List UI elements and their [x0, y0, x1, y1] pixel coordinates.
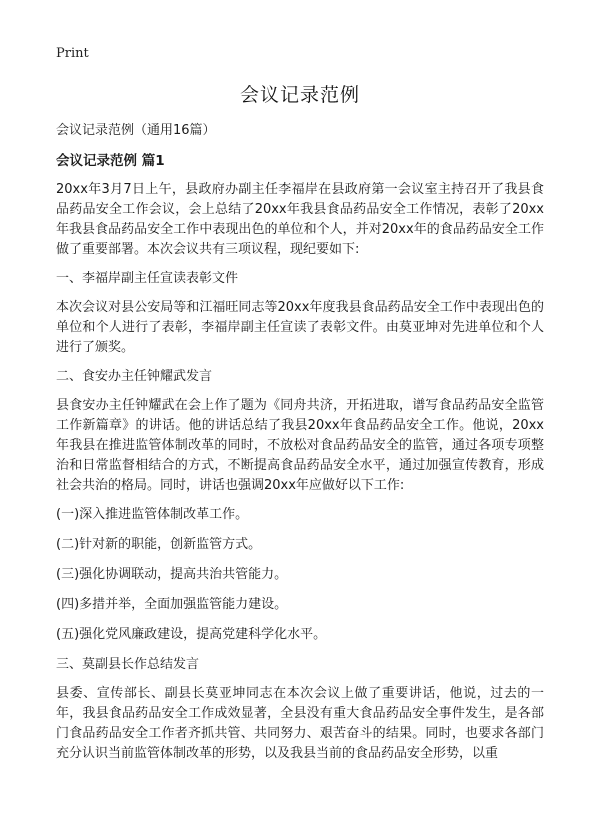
- list-item: (三)强化协调联动，提高共治共管能力。: [56, 567, 288, 582]
- agenda-paragraph-2: 县食安办主任钟耀武在会上作了题为《同舟共济，开拓进取，谱写食品药品安全监管工作新篇章》的讲话。他的讲话总结了我县20xx年食品药品安全工作。他说，20xx年我县在推进监管体制改革的同时，不放松对食品药品安全的监管，通过各项专项整治和日常监督相结合的方式，不断提高食品药品安全水平，通过加强宣传教育，形成社会共治的格局。同时，讲话也强调20xx年应做好以下工作:: [56, 398, 544, 493]
- agenda-paragraph-1: 本次会议对县公安局等和江福旺同志等20xx年度我县食品药品安全工作中表现出色的单位和个人进行了表彰，李福岸副主任宣读了表彰文件。由莫亚坤对先进单位和个人进行了颁奖。: [56, 300, 544, 355]
- document-subtitle: 会议记录范例（通用16篇）: [56, 123, 216, 138]
- intro-paragraph: 20xx年3月7日上午，县政府办副主任李福岸在县政府第一会议室主持召开了我县食品药品安全工作会议，会上总结了20xx年我县食品药品安全工作情况，表彰了20xx年我县食品药品安全工作中表现出色的单位和个人，并对20xx年的食品药品安全工作做了重要部署。本次会议共有三项议程，现纪要如下:: [56, 182, 544, 257]
- page-title: 会议记录范例: [239, 84, 360, 106]
- list-item: (二)针对新的职能，创新监管方式。: [56, 537, 262, 552]
- agenda-paragraph-3: 县委、宣传部长、副县长莫亚坤同志在本次会议上做了重要讲话，他说，过去的一年，我县食品药品安全工作成效显著，全县没有重大食品药品安全事件发生，是各部门食品药品安全工作者齐抓共管、共同努力、艰苦奋斗的结果。同时，也要求各部门充分认识当前监管体制改革的形势，以及我县当前的食品药品安全形势，以重: [56, 686, 544, 761]
- list-item: (四)多措并举，全面加强监管能力建设。: [56, 597, 288, 612]
- agenda-heading-3: 三、莫副县长作总结发言: [56, 657, 200, 672]
- agenda-heading-2: 二、食安办主任钟耀武发言: [56, 369, 213, 384]
- list-item: (五)强化党风廉政建设，提高党建科学化水平。: [56, 627, 327, 642]
- print-link[interactable]: Print: [56, 46, 89, 61]
- document-body: [56, 121, 544, 773]
- list-item: (一)深入推进监管体制改革工作。: [56, 507, 249, 522]
- section-title: 会议记录范例 篇1: [56, 153, 165, 169]
- agenda-heading-1: 一、李福岸副主任宣读表彰文件: [56, 271, 239, 286]
